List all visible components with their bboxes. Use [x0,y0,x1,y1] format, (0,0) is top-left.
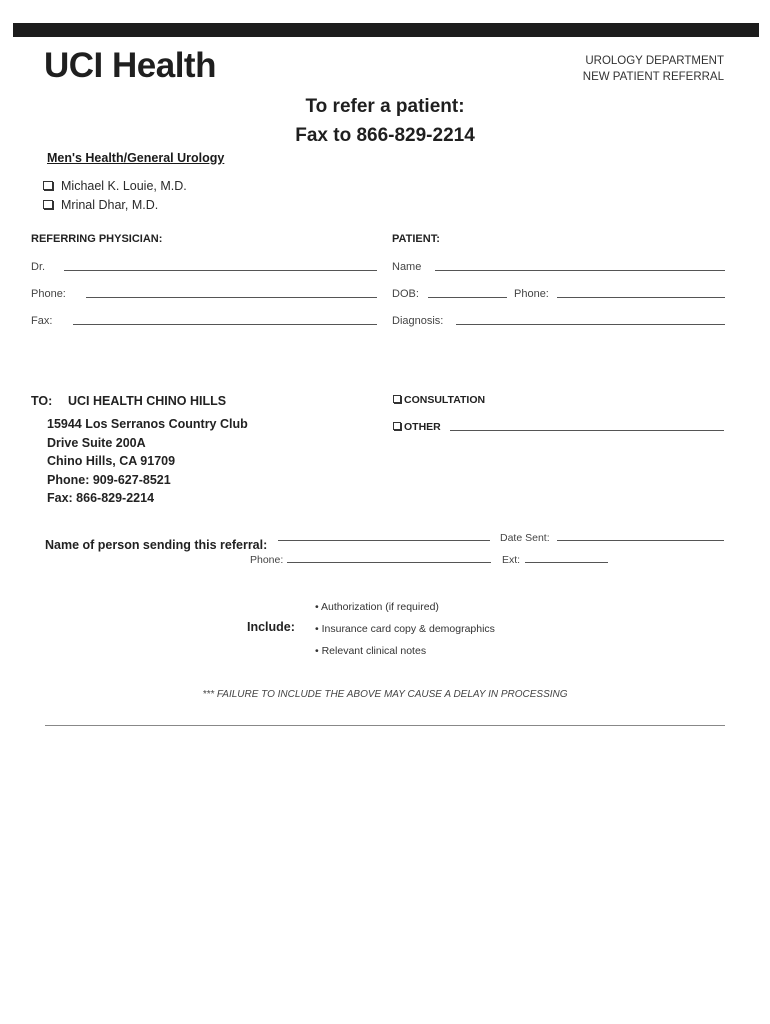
address-block [47,415,248,508]
date-sent-label: Date Sent: [500,532,550,544]
dob-field[interactable] [428,297,507,298]
ext-label: Ext: [502,554,521,566]
divider [45,725,725,726]
checkbox-icon[interactable] [393,395,401,403]
include-item: • Authorization (if required) [315,601,439,613]
physician-fax-label: Fax: [31,315,53,327]
department-name: UROLOGY DEPARTMENT [585,55,724,67]
physician-phone-field[interactable] [86,297,377,298]
checkbox-icon[interactable] [43,181,53,190]
doctor-option-louie[interactable] [43,179,187,193]
address-line: Drive Suite 200A [47,435,146,450]
sender-phone-field[interactable] [287,562,491,563]
address-line: Chino Hills, CA 91709 [47,454,176,468]
specialty-heading: Men's Health/General Urology [47,151,225,165]
consultation-label: CONSULTATION [404,394,486,406]
dob-label: DOB: [392,288,419,300]
processing-warning: *** FAILURE TO INCLUDE THE ABOVE MAY CAUSE A DELAY IN PROCESSING [202,689,568,700]
top-bar [13,23,759,37]
date-sent-field[interactable] [557,540,724,541]
checkbox-icon[interactable] [393,422,401,430]
diagnosis-label: Diagnosis: [392,315,444,327]
include-label: Include: [247,620,295,634]
sender-name-field[interactable] [278,540,490,541]
location-name: UCI HEALTH CHINO HILLS [68,394,227,408]
sender-name-label: Name of person sending this referral: [45,538,268,552]
department-header [583,53,724,85]
address-line: Fax: 866-829-2214 [47,491,155,505]
patient-phone-field[interactable] [557,297,725,298]
include-item: • Insurance card copy & demographics [315,623,495,635]
dr-field[interactable] [64,270,377,271]
title-line-1: To refer a patient: [305,96,465,117]
doctor-name: Mrinal Dhar, M.D. [61,198,159,212]
dr-label: Dr. [31,261,46,273]
consultation-option[interactable] [393,394,485,406]
other-label: OTHER [404,421,441,433]
title-line-2: Fax to 866-829-2214 [295,125,475,146]
ext-field[interactable] [525,562,608,563]
physician-fax-field[interactable] [73,324,377,325]
patient-heading: PATIENT: [392,233,440,245]
checkbox-icon[interactable] [43,200,53,209]
other-option[interactable] [393,421,441,433]
address-line: 15944 Los Serranos Country Club [47,417,248,431]
diagnosis-field[interactable] [456,324,725,325]
doctor-option-dhar[interactable] [43,198,158,212]
doctor-name: Michael K. Louie, M.D. [61,179,187,193]
to-label: TO: [31,394,53,408]
uci-health-logo: UCI Health [44,46,216,85]
include-item: • Relevant clinical notes [315,645,427,657]
physician-phone-label: Phone: [31,288,66,300]
sender-phone-label: Phone: [250,554,284,566]
other-field[interactable] [450,430,724,431]
patient-name-field[interactable] [435,270,725,271]
patient-name-label: Name [392,261,422,273]
form-name: NEW PATIENT REFERRAL [582,71,724,83]
address-line: Phone: 909-627-8521 [47,472,171,487]
patient-phone-label: Phone: [514,288,549,300]
referring-physician-heading: REFERRING PHYSICIAN: [31,233,163,245]
